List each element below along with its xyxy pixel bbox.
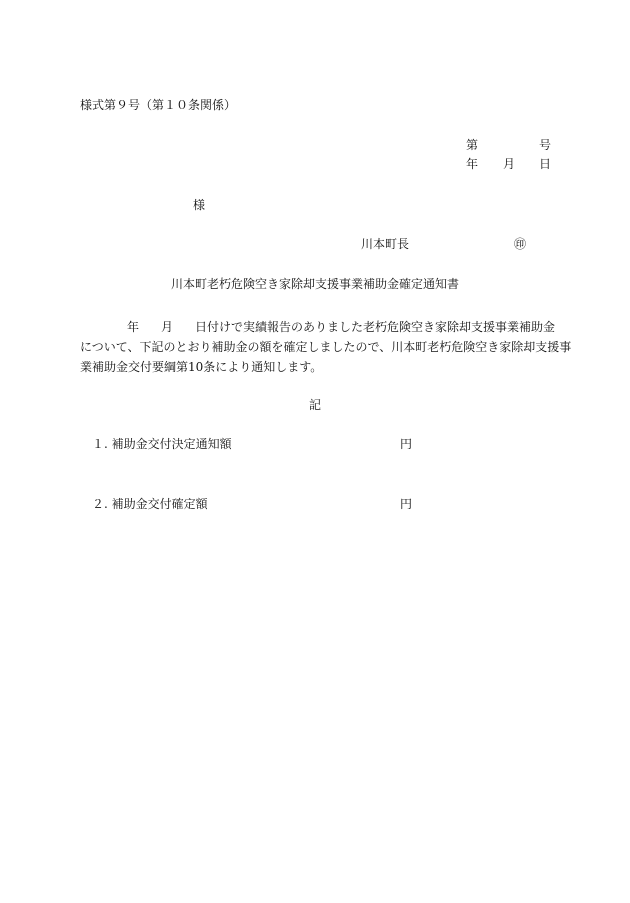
addressee-suffix: 様 — [193, 198, 206, 212]
item-1-label: １. 補助金交付決定通知額 — [92, 437, 232, 451]
item-2-unit: 円 — [400, 497, 413, 511]
item-1-unit: 円 — [400, 437, 413, 451]
document-number-prefix: 第 — [466, 138, 479, 152]
body-text — [80, 317, 572, 377]
document-number-suffix: 号 — [539, 138, 552, 152]
body-line-1 — [80, 317, 560, 337]
document-title: 川本町老朽危険空き家除却支援事業補助金確定通知書 — [171, 277, 460, 291]
body-line-2: について、下記のとおり補助金の額を確定しましたので、川本町老朽危険空き家除却支援事 — [80, 340, 572, 354]
sender-title: 川本町長 — [361, 237, 410, 251]
date-month-label: 月 — [503, 157, 516, 171]
date-day-label: 日 — [539, 157, 552, 171]
body-month-label: 月 — [161, 320, 174, 334]
ki-heading: 記 — [309, 398, 322, 412]
seal-mark: ㊞ — [514, 237, 527, 251]
body-year-label: 年 — [127, 320, 140, 334]
date-year-label: 年 — [466, 157, 479, 171]
body-line-3: 業補助金交付要綱第10条により通知します。 — [80, 360, 323, 374]
item-2-label: ２. 補助金交付確定額 — [92, 497, 208, 511]
body-line-1-text: 日付けで実績報告のありました老朽危険空き家除却支援事業補助金 — [195, 320, 556, 334]
form-label: 様式第９号（第１０条関係） — [80, 98, 237, 112]
